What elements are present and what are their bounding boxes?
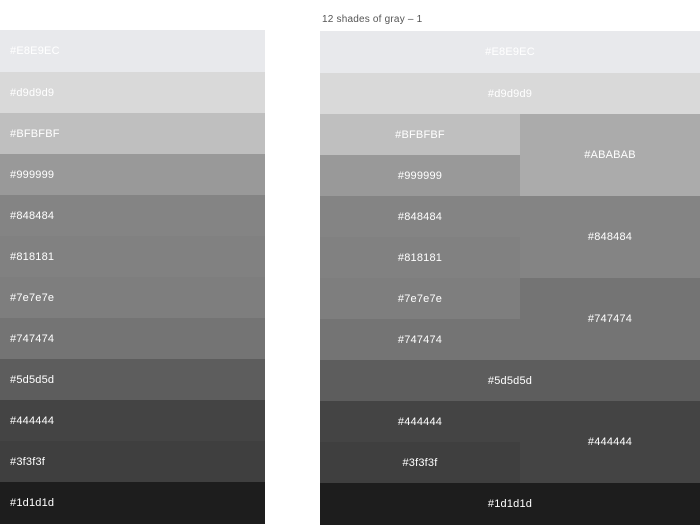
color-swatch[interactable] (0, 400, 265, 441)
color-row (320, 360, 700, 401)
color-swatch[interactable]: #848484 (520, 196, 700, 278)
color-swatch[interactable] (0, 277, 265, 318)
color-swatch[interactable]: #848484 (320, 196, 520, 237)
color-swatch[interactable]: #444444 (320, 401, 520, 442)
color-swatch[interactable]: #BFBFBF (320, 114, 520, 155)
color-swatch[interactable] (0, 154, 265, 195)
color-swatch-label: #999999 (10, 168, 55, 181)
color-swatch-label: #1d1d1d (10, 497, 55, 509)
gray-scale-list (0, 30, 265, 524)
color-swatch[interactable]: #444444 (520, 401, 700, 483)
color-swatch[interactable]: #d9d9d9 (320, 73, 700, 114)
color-swatch[interactable] (0, 113, 265, 154)
color-swatch-label: #444444 (10, 414, 55, 427)
column-gutter (265, 0, 320, 525)
gray-scale-panel (320, 0, 700, 525)
color-swatch[interactable]: #3f3f3f (320, 442, 520, 483)
color-row (320, 483, 700, 525)
color-swatch[interactable] (0, 482, 265, 524)
color-swatch-label: #d9d9d9 (10, 86, 55, 99)
color-swatch[interactable]: #747474 (320, 319, 520, 360)
panel-title: 12 shades of gray – 1 (322, 14, 423, 25)
color-swatch-label: #848484 (10, 209, 55, 222)
color-swatch-label: #BFBFBF (10, 127, 60, 140)
color-swatch[interactable] (0, 195, 265, 236)
color-swatch[interactable]: #1d1d1d (320, 483, 700, 525)
color-swatch-label: #E8E9EC (10, 45, 60, 57)
color-swatch[interactable] (0, 236, 265, 277)
color-swatch[interactable]: #E8E9EC (320, 31, 700, 73)
color-swatch-label: #5d5d5d (10, 373, 55, 386)
color-swatch[interactable] (0, 318, 265, 359)
color-swatch[interactable] (0, 359, 265, 400)
color-swatch[interactable]: #999999 (320, 155, 520, 196)
color-swatch-label: #3f3f3f (10, 455, 46, 468)
color-swatch[interactable]: #747474 (520, 278, 700, 360)
color-swatch[interactable]: #7e7e7e (320, 278, 520, 319)
color-row (320, 31, 700, 73)
gray-scale-grid (320, 31, 700, 525)
color-swatch[interactable]: #5d5d5d (320, 360, 700, 401)
color-swatch[interactable] (0, 72, 265, 113)
color-swatch[interactable] (0, 441, 265, 482)
color-swatch-label: #7e7e7e (10, 291, 55, 304)
color-swatch[interactable]: #818181 (320, 237, 520, 278)
color-row (320, 73, 700, 114)
color-swatch-label: #818181 (10, 250, 55, 263)
color-swatch[interactable] (0, 30, 265, 72)
color-swatch-label: #747474 (10, 332, 55, 345)
color-swatch[interactable]: #ABABAB (520, 114, 700, 196)
